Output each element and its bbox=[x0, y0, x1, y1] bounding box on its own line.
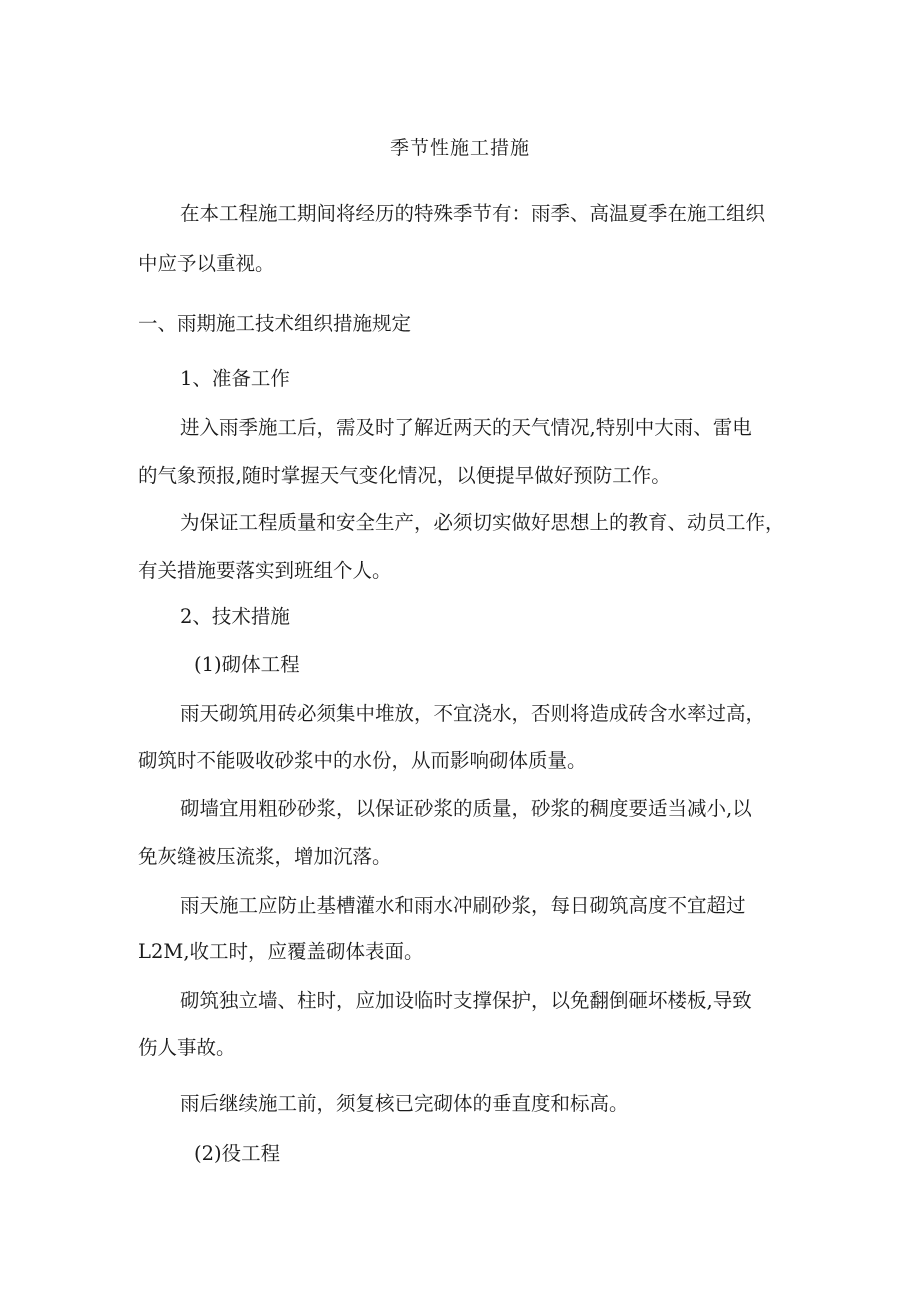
paragraph-line: 为保证工程质量和安全生产，必须切实做好思想上的教育、动员工作， bbox=[180, 511, 785, 534]
subsection-heading: 2、技术措施 bbox=[180, 605, 290, 628]
intro-paragraph-line: 中应予以重视。 bbox=[138, 252, 275, 275]
paragraph-line: L2M,收工时，应覆盖砌体表面。 bbox=[138, 940, 424, 963]
document-title: 季节性施工措施 bbox=[389, 137, 530, 159]
intro-paragraph-line: 在本工程施工期间将经历的特殊季节有：雨季、高温夏季在施工组织 bbox=[180, 202, 766, 225]
section-heading: 一、雨期施工技术组织措施规定 bbox=[138, 312, 412, 335]
paragraph-line: 雨天砌筑用砖必须集中堆放，不宜浇水，否则将造成砖含水率过高， bbox=[180, 702, 766, 725]
paragraph-line: 的气象预报,随时掌握天气变化情况，以便提早做好预防工作。 bbox=[138, 464, 671, 487]
paragraph-line: 伤人事故。 bbox=[138, 1036, 236, 1059]
paragraph-line: 雨天施工应防止基槽灌水和雨水冲刷砂浆，每日砌筑高度不宜超过 bbox=[180, 894, 746, 917]
paragraph-line: 雨后继续施工前，须复核已完砌体的垂直度和标高。 bbox=[180, 1092, 629, 1115]
item-heading: (1)砌体工程 bbox=[194, 653, 300, 676]
paragraph-line: 砌筑独立墙、柱时，应加设临时支撑保护，以免翻倒砸坏楼板,导致 bbox=[180, 989, 752, 1012]
paragraph-line: 砌筑时不能吸收砂浆中的水份，从而影响砌体质量。 bbox=[138, 749, 587, 772]
paragraph-line: 进入雨季施工后，需及时了解近两天的天气情况,特别中大雨、雷电 bbox=[180, 416, 752, 439]
subsection-heading: 1、准备工作 bbox=[180, 367, 290, 390]
item-heading: (2)役工程 bbox=[194, 1142, 281, 1165]
paragraph-line: 砌墙宜用粗砂砂浆，以保证砂浆的质量，砂浆的稠度要适当减小,以 bbox=[180, 797, 752, 820]
paragraph-line: 免灰缝被压流浆，增加沉落。 bbox=[138, 845, 392, 868]
paragraph-line: 有关措施要落实到班组个人。 bbox=[138, 559, 392, 582]
